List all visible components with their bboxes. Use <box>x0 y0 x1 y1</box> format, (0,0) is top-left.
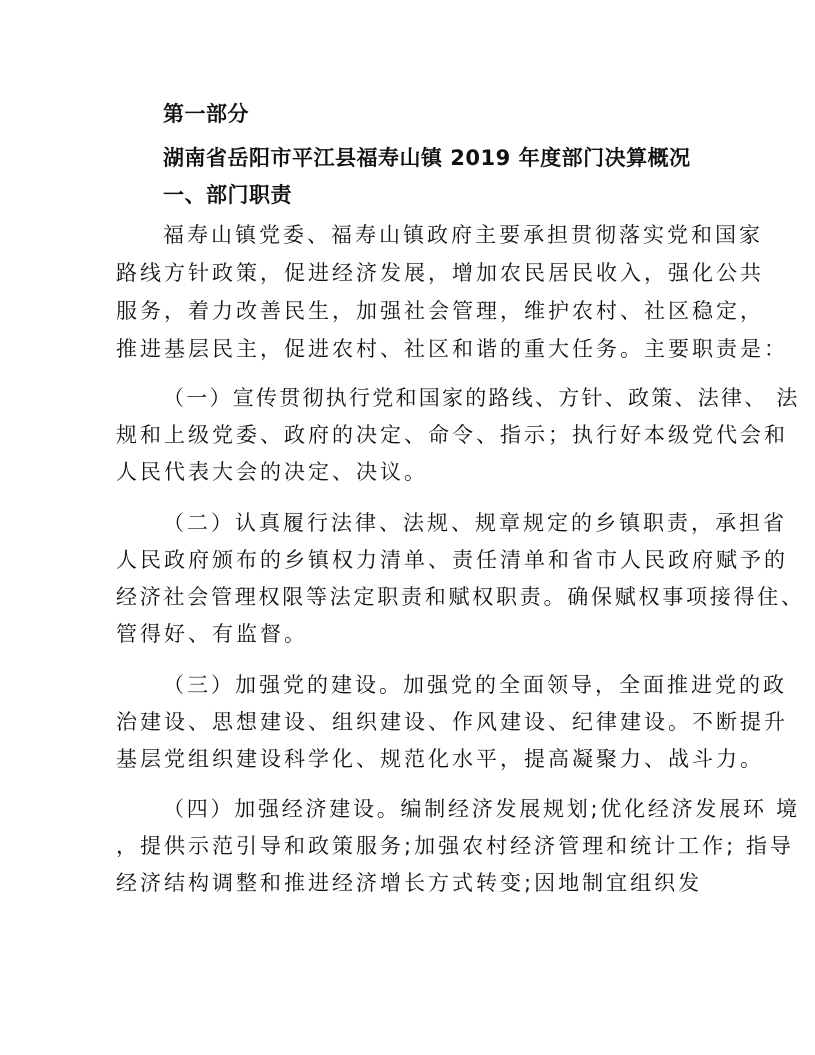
paragraph-line: 福寿山镇党委、福寿山镇政府主要承担贯彻落实党和国家 <box>163 223 763 247</box>
paragraph-line: 治建设、思想建设、组织建设、作风建设、纪律建设。不断提升 <box>116 710 788 734</box>
paragraph-line: ，提供示范引导和政策服务;加强农村经济管理和统计工作; 指导 <box>116 834 794 858</box>
paragraph-line: 基层党组织建设科学化、规范化水平，提高凝聚力、战斗力。 <box>116 747 764 771</box>
paragraph-line: （二）认真履行法律、法规、规章规定的乡镇职责，承担省 <box>163 511 787 535</box>
paragraph-line: 路线方针政策，促进经济发展，增加农民居民收入，强化公共 <box>116 261 764 285</box>
paragraph-line: （一）宣传贯彻执行党和国家的路线、方针、政策、法律、 法 <box>163 386 800 410</box>
section-heading: 一、部门职责 <box>163 183 292 207</box>
paragraph-line: 推进基层民主，促进农村、社区和谐的重大任务。主要职责是： <box>116 337 788 361</box>
paragraph-line: （四）加强经济建设。编制经济发展规划;优化经济发展环 境 <box>163 797 800 821</box>
paragraph-line: （三）加强党的建设。加强党的全面领导，全面推进党的政 <box>163 673 787 697</box>
paragraph-line: 规和上级党委、政府的决定、命令、指示；执行好本级党代会和 <box>116 423 788 447</box>
paragraph-line: 经济社会管理权限等法定职责和赋权职责。确保赋权事项接得住、 <box>116 585 805 609</box>
document-title: 湖南省岳阳市平江县福寿山镇 2019 年度部门决算概况 <box>163 146 691 170</box>
paragraph-line: 服务，着力改善民生，加强社会管理，维护农村、社区稳定， <box>116 299 764 323</box>
paragraph-line: 经济结构调整和推进经济增长方式转变;因地制宜组织发 <box>116 871 703 895</box>
paragraph-line: 人民政府颁布的乡镇权力清单、责任清单和省市人民政府赋予的 <box>116 548 788 572</box>
paragraph-line: 管得好、有监督。 <box>116 622 308 646</box>
part-heading: 第一部分 <box>163 102 249 126</box>
paragraph-line: 人民代表大会的决定、决议。 <box>116 460 428 484</box>
